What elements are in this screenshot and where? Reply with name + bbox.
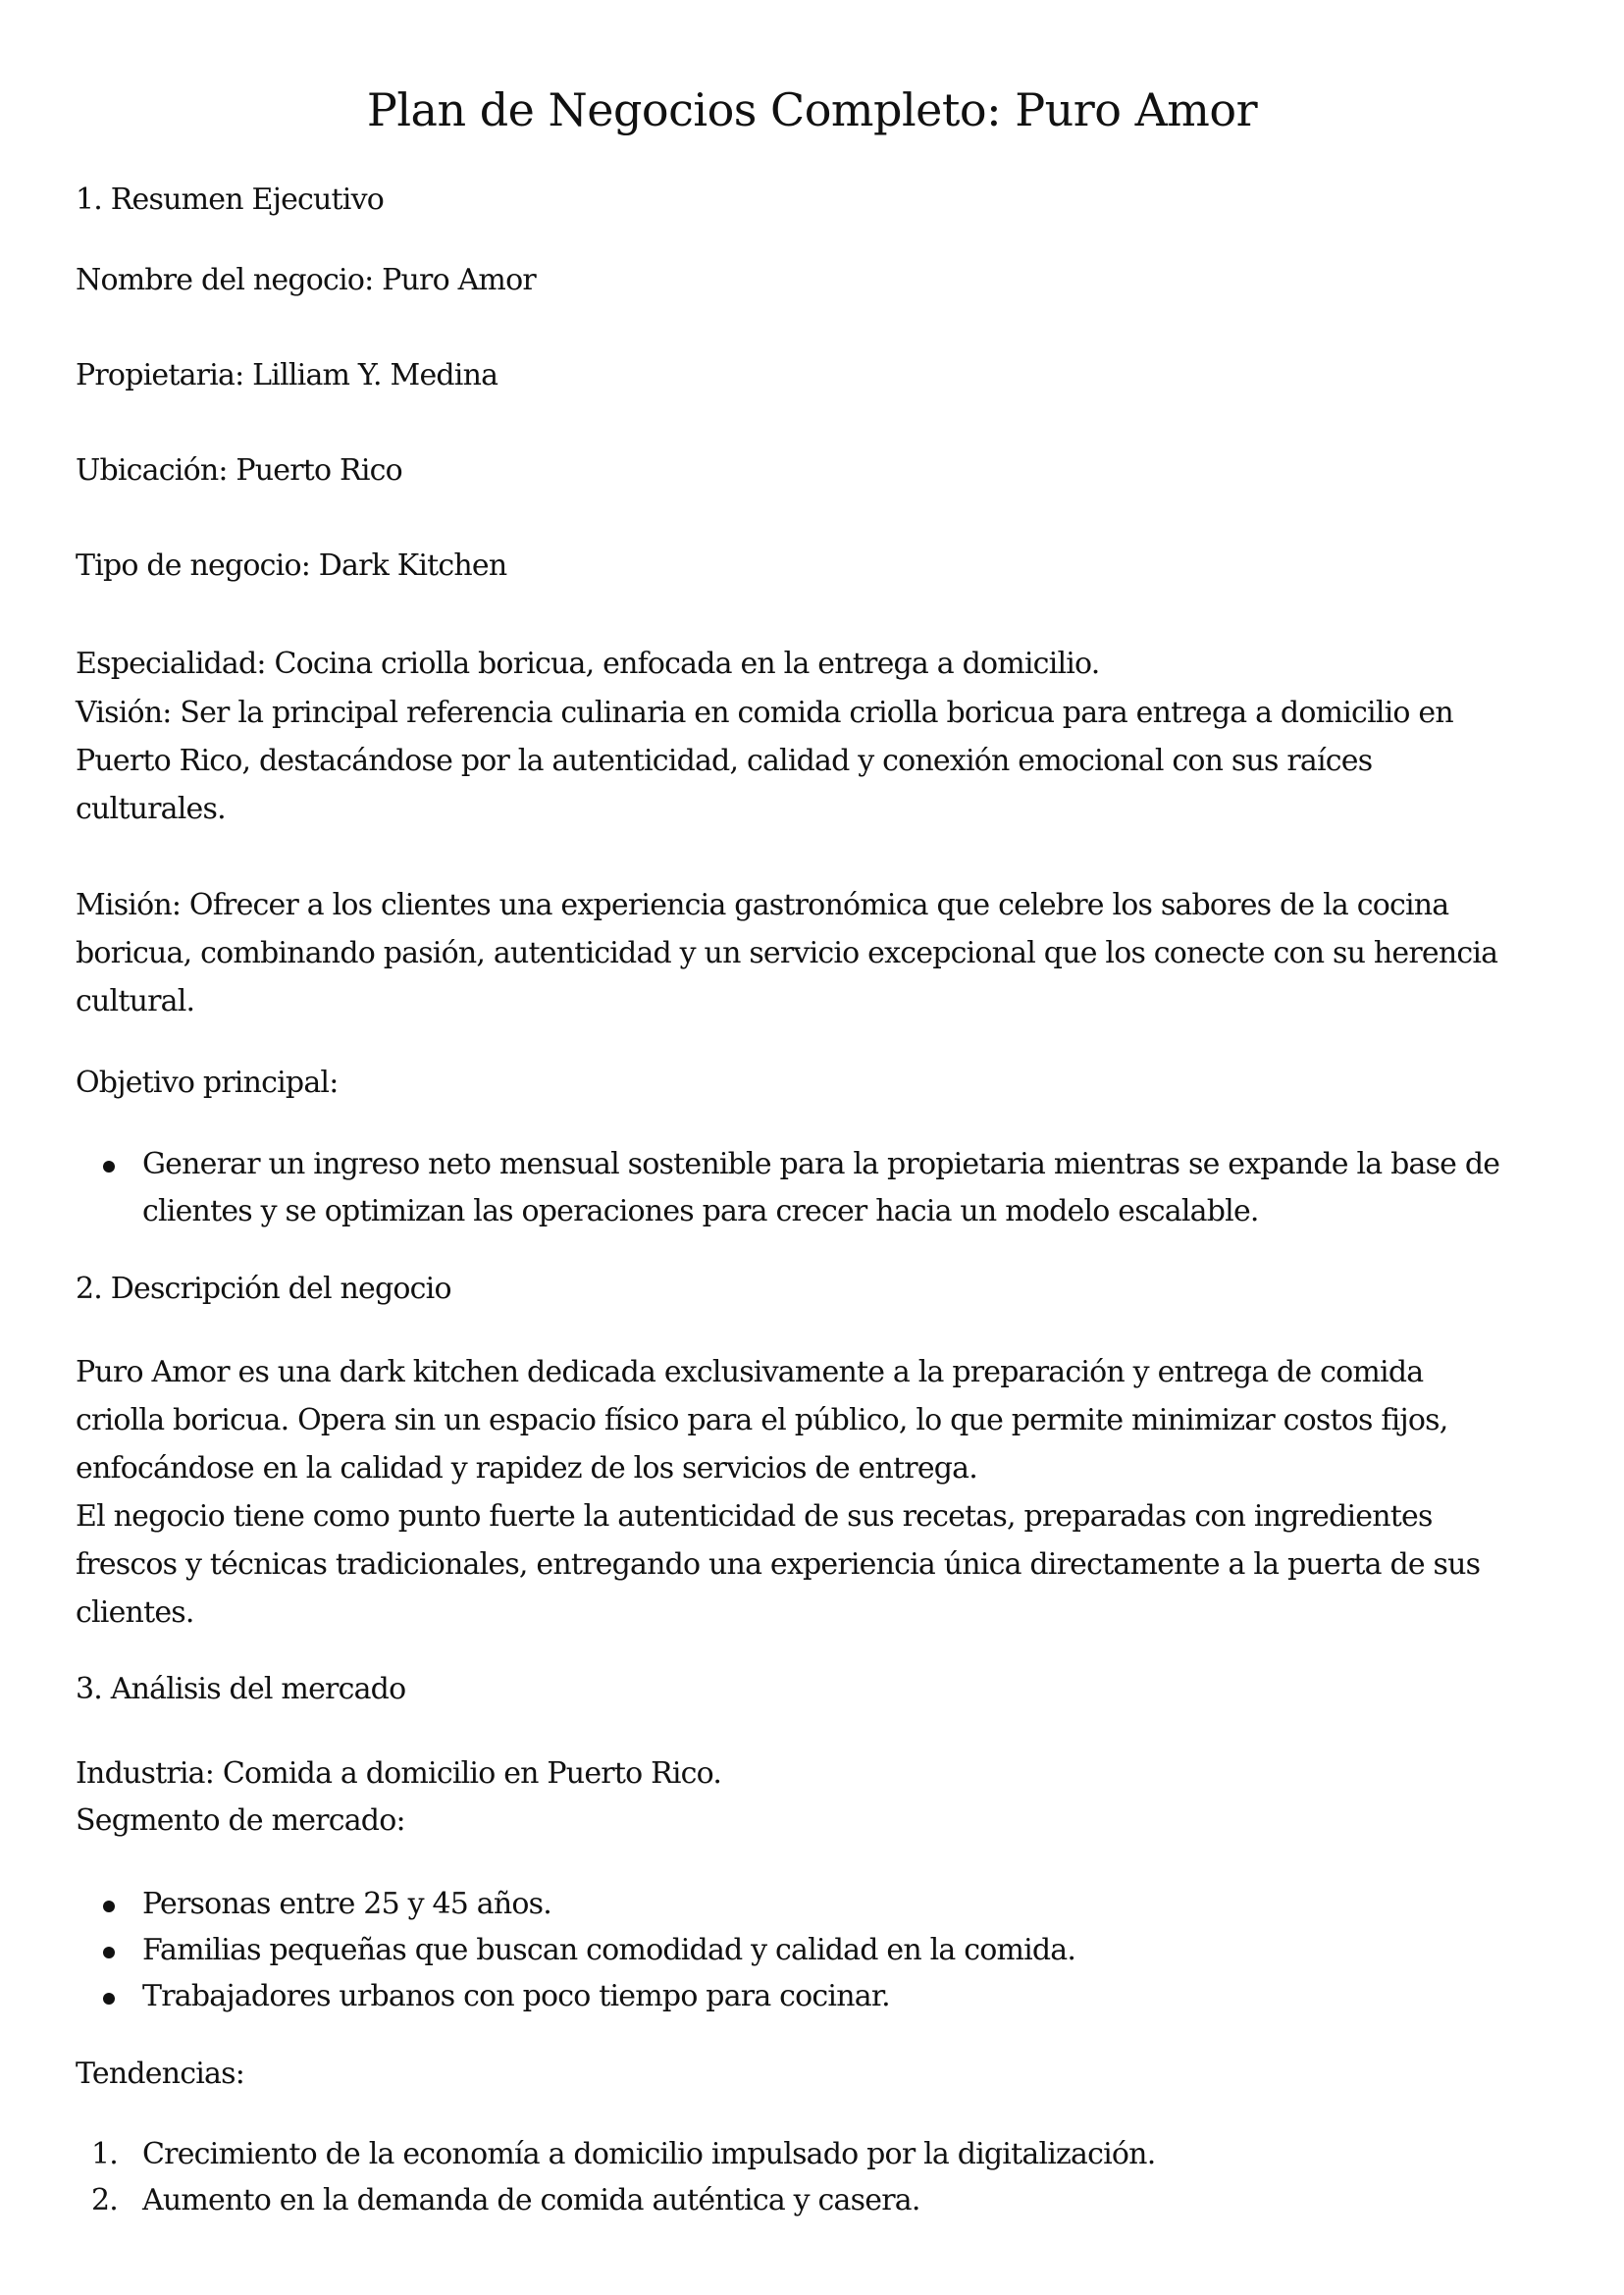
objetivo-line: clientes y se optimizan las operaciones para crecer hacia un modelo escalable.	[142, 1194, 1259, 1228]
vision-line: Visión: Ser la principal referencia culinaria en comida criolla boricua para entrega a domicilio en	[76, 696, 1453, 730]
mision-line: Misión: Ofrecer a los clientes una experiencia gastronómica que celebre los sabores de la cocina	[76, 888, 1449, 922]
section-heading-analisis: 3. Análisis del mercado	[76, 1672, 406, 1706]
descripcion-line: criolla boricua. Opera sin un espacio físico para el público, lo que permite minimizar costos fijos,	[76, 1403, 1448, 1437]
descripcion-line: clientes.	[76, 1595, 194, 1630]
vision-line: Puerto Rico, destacándose por la autenticidad, calidad y conexión emocional con sus raíces	[76, 744, 1373, 778]
vision-line: culturales.	[76, 792, 226, 826]
field-propietaria: Propietaria: Lilliam Y. Medina	[76, 358, 498, 392]
section-heading-resumen: 1. Resumen Ejecutivo	[76, 183, 385, 217]
list-number: 2.	[91, 2183, 119, 2217]
objetivo-line: Generar un ingreso neto mensual sostenible para la propietaria mientras se expande la base de	[142, 1147, 1500, 1181]
field-especialidad: Especialidad: Cocina criolla boricua, enfocada en la entrega a domicilio.	[76, 647, 1100, 681]
descripcion-line: enfocándose en la calidad y rapidez de los servicios de entrega.	[76, 1451, 977, 1486]
field-tipo: Tipo de negocio: Dark Kitchen	[76, 548, 507, 583]
descripcion-line: El negocio tiene como punto fuerte la autenticidad de sus recetas, preparadas con ingredientes	[76, 1499, 1433, 1534]
bullet-icon	[103, 1947, 115, 1958]
field-ubicacion: Ubicación: Puerto Rico	[76, 453, 402, 488]
list-number: 1.	[91, 2137, 119, 2171]
bullet-icon	[103, 1161, 115, 1173]
tendencias-label: Tendencias:	[76, 2057, 245, 2091]
mision-line: boricua, combinando pasión, autenticidad y un servicio excepcional que los conecte con su herencia	[76, 936, 1498, 970]
objetivo-label: Objetivo principal:	[76, 1066, 339, 1100]
vision-paragraph	[76, 689, 1567, 833]
document-title: Plan de Negocios Completo: Puro Amor	[366, 83, 1258, 136]
descripcion-line: Puro Amor es una dark kitchen dedicada exclusivamente a la preparación y entrega de comida	[76, 1355, 1424, 1389]
field-nombre: Nombre del negocio: Puro Amor	[76, 263, 536, 297]
field-industria: Industria: Comida a domicilio en Puerto Rico.	[76, 1756, 722, 1791]
segmento-label: Segmento de mercado:	[76, 1803, 405, 1838]
mision-paragraph	[76, 881, 1567, 1025]
section-heading-descripcion: 2. Descripción del negocio	[76, 1272, 451, 1306]
mision-line: cultural.	[76, 984, 195, 1018]
descripcion-line: frescos y técnicas tradicionales, entregando una experiencia única directamente a la puerta de sus	[76, 1547, 1481, 1582]
bullet-icon	[103, 1901, 115, 1912]
bullet-icon	[103, 1993, 115, 2005]
descripcion-paragraph	[76, 1348, 1567, 1637]
document-page: Plan de Negocios Completo: Puro Amor 1. Resumen Ejecutivo Nombre del negocio: Puro Amor Propietaria: Lilliam Y. Medina Ubicación: Puerto Rico Tipo de negocio: Dark Kitchen Especialidad: Cocina criolla boricua, enfocada en la entrega a domicilio. Visión: Ser la principal referencia culinaria en comida criolla boricua para entrega a domicilio en Puerto Rico, destacándose por la autenticidad, calidad y conexión emocional con sus raíces culturales. Misión: Ofrecer a los clientes una experiencia gastronómica que celebre los sabores de la cocina boricua, combinando pasión, autenticidad y un servicio excepcional que los conecte con su herencia cultural. Objetivo principal: Generar un ingreso neto mensual sostenible para la propietaria mientras se expande la base de clientes y se optimizan las operaciones para crecer hacia un modelo escalable. 2. Descripción del negocio Puro Amor es una dark kitchen dedicada exclusivamente a la preparación y entrega de comida criolla boricua. Opera sin un espacio físico para el público, lo que permite minimizar costos fijos, enfocándose en la calidad y rapidez de los servicios de entrega. El negocio tiene como punto fuerte la autenticidad de sus recetas, preparadas con ingredientes frescos y técnicas tradicionales, entregando una experiencia única directamente a la puerta de sus clientes. 3. Análisis del mercado Industria: Comida a domicilio en Puerto Rico. Segmento de mercado: Personas entre 25 y 45 años. Familias pequeñas que buscan comodidad y calidad en la comida. Trabajadores urbanos con poco tiempo para cocinar. Tendencias: 1. Crecimiento de la economía a domicilio impulsado por la digitalización. 2. Aumento en la demanda de comida auténtica y casera.	[0, 0, 1624, 2295]
